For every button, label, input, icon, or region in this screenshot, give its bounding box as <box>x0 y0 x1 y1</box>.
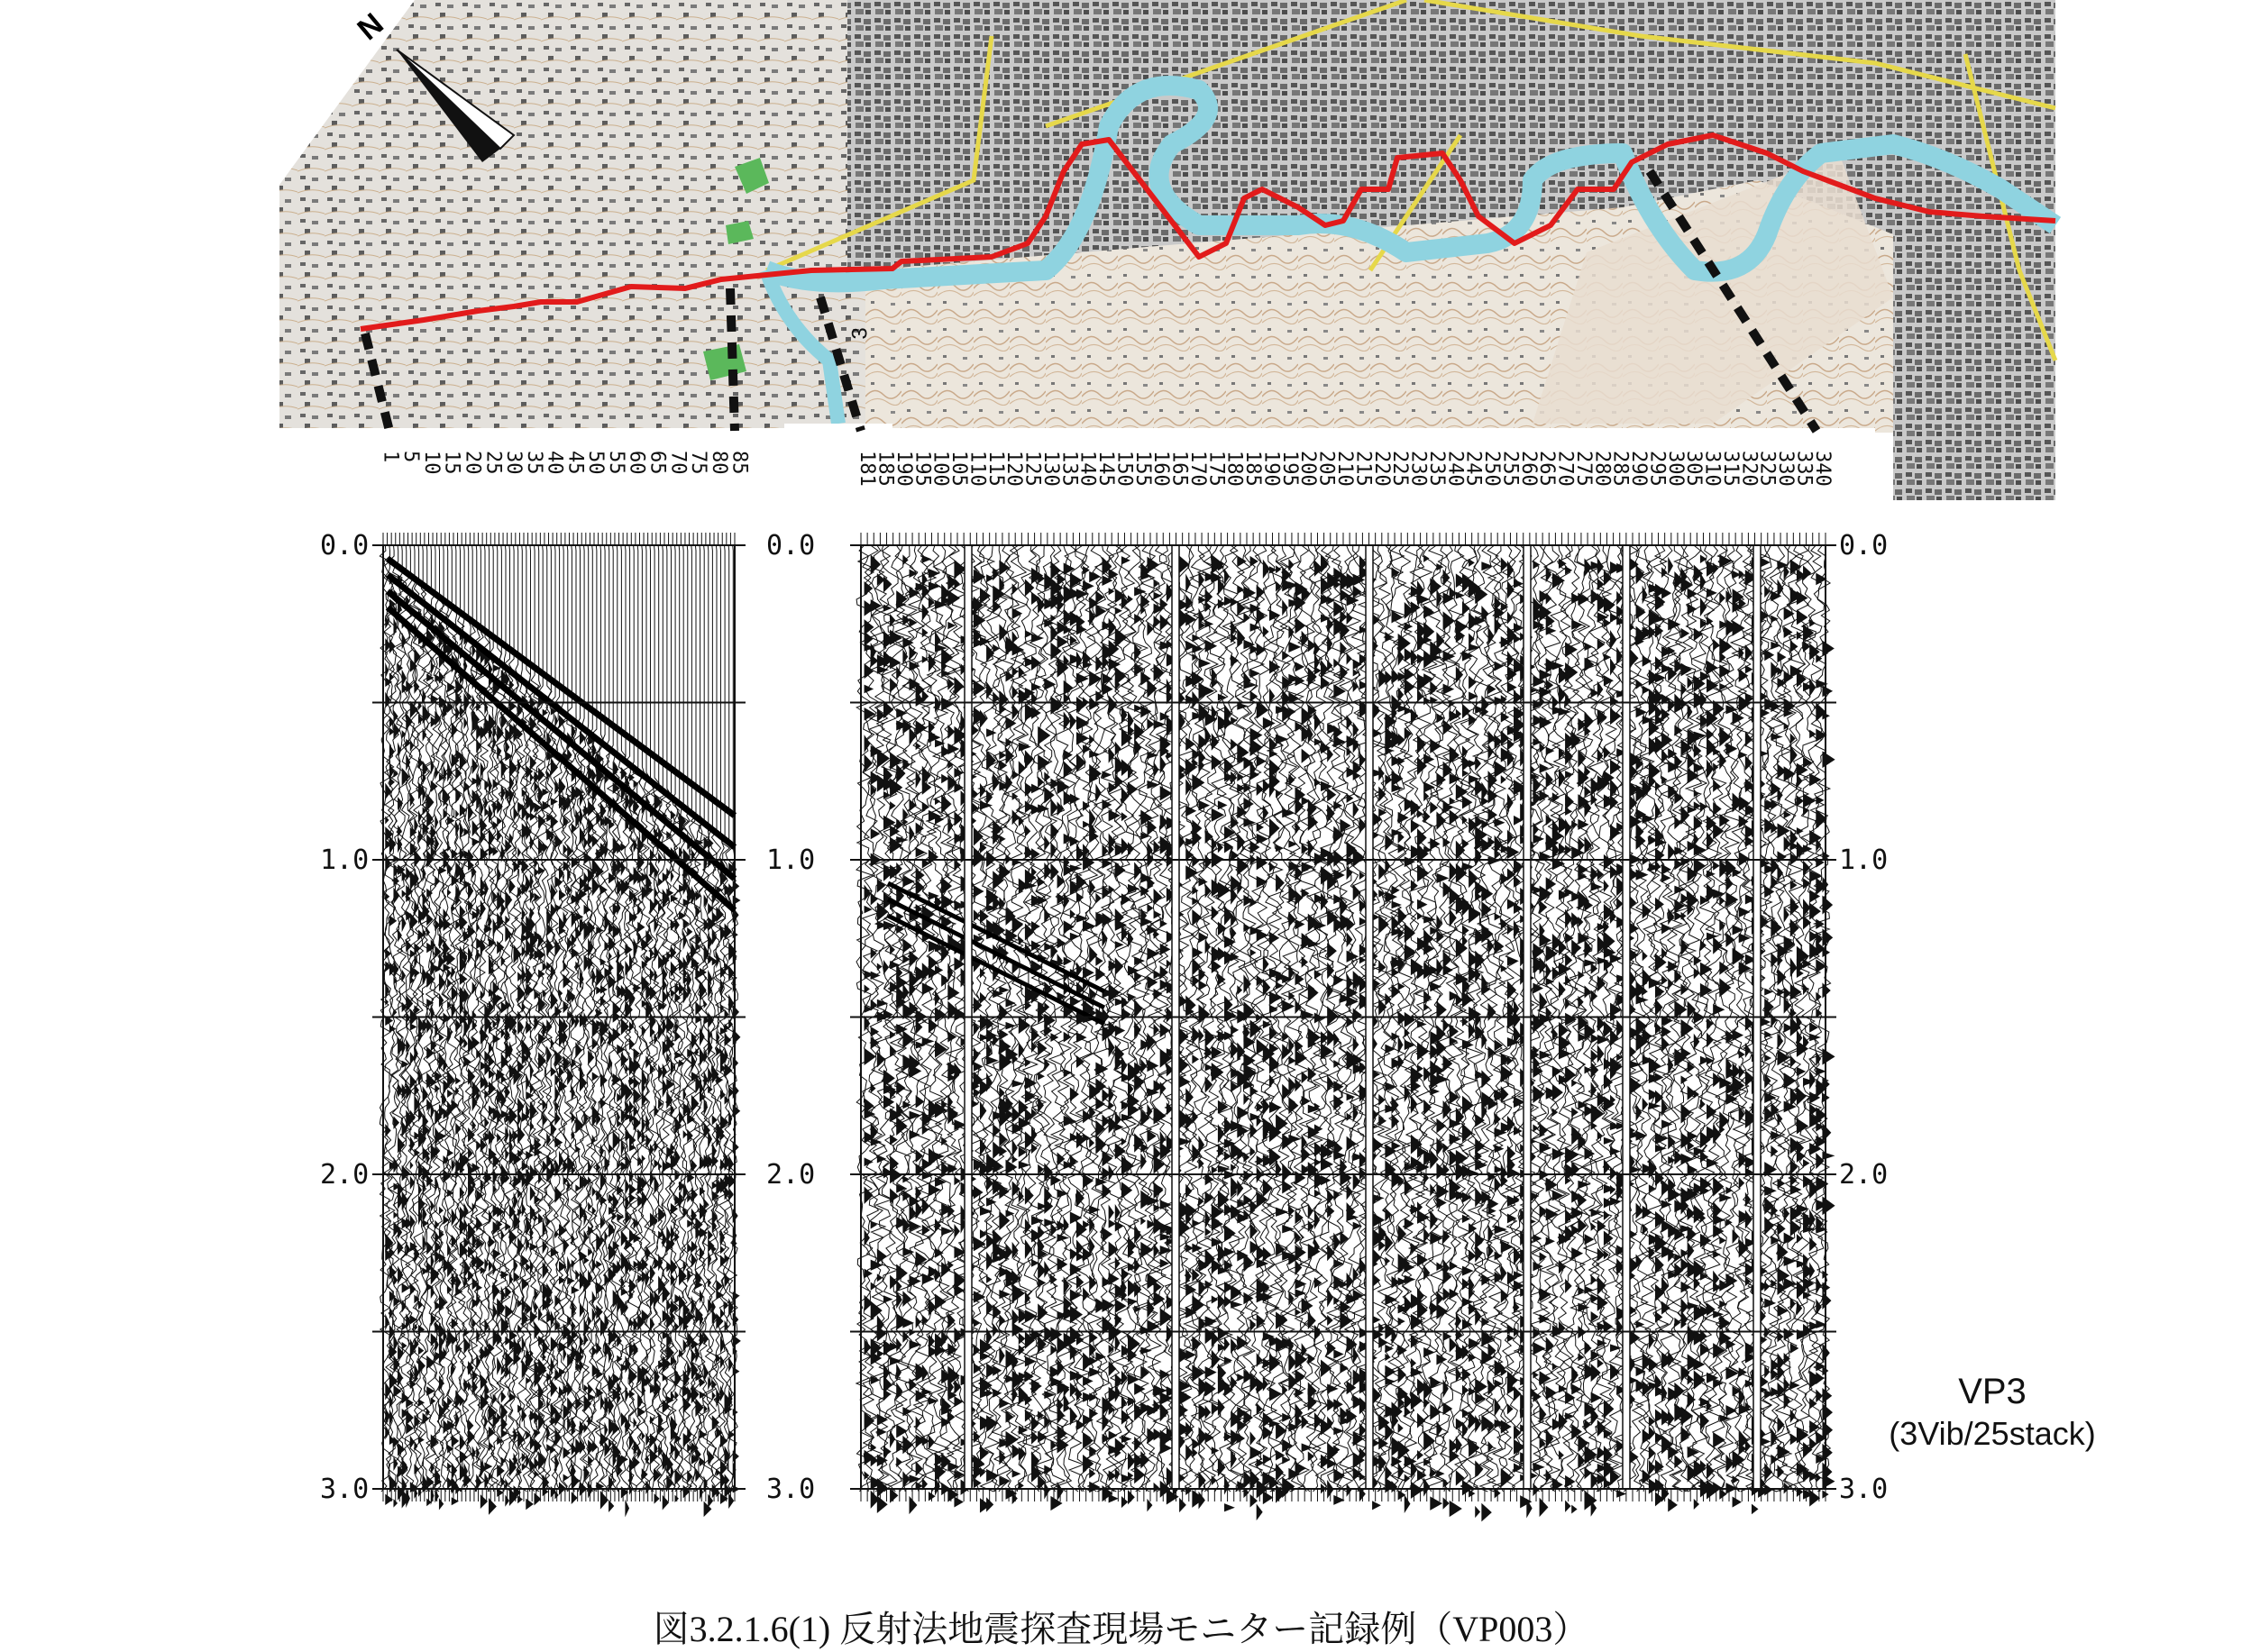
trace-fill <box>1372 1501 1381 1510</box>
trace-fill <box>1481 1503 1491 1522</box>
trace-fill <box>609 1500 614 1512</box>
trace-fill <box>489 1498 497 1515</box>
section-marker-label: 3 <box>847 327 873 340</box>
trace-fill <box>572 1492 578 1504</box>
trace-fill <box>910 1496 918 1514</box>
trace-fill <box>1257 1504 1263 1521</box>
trace-fill <box>728 1492 734 1509</box>
trace-fill <box>1147 1499 1152 1511</box>
trace-fill <box>954 1496 963 1507</box>
trace-fill <box>733 1367 740 1376</box>
left-shot-gather <box>380 545 741 1517</box>
trace-fill <box>733 1104 741 1118</box>
trace-fill <box>1224 1503 1235 1511</box>
trace-fill <box>663 1495 669 1511</box>
trace-fill <box>625 1500 629 1518</box>
trace-fill <box>877 1495 888 1513</box>
trace-fill <box>517 1495 523 1503</box>
trace-fill <box>733 1291 740 1301</box>
trace-fill <box>385 1494 393 1505</box>
trace-fill <box>733 1141 739 1154</box>
trace-fill <box>654 1493 660 1503</box>
trace-fill <box>600 1491 609 1510</box>
right-shot-gather <box>856 545 1835 1521</box>
trace-fill <box>733 1450 739 1462</box>
trace-fill <box>1430 1496 1442 1510</box>
trace-fill <box>733 881 740 892</box>
trace-fill <box>1450 1501 1462 1517</box>
trace-fill <box>733 1312 739 1327</box>
trace-fill <box>1109 1494 1119 1503</box>
trace-fill <box>1263 1491 1274 1504</box>
trace-fill <box>1475 1506 1480 1518</box>
north-label: N <box>351 6 390 48</box>
